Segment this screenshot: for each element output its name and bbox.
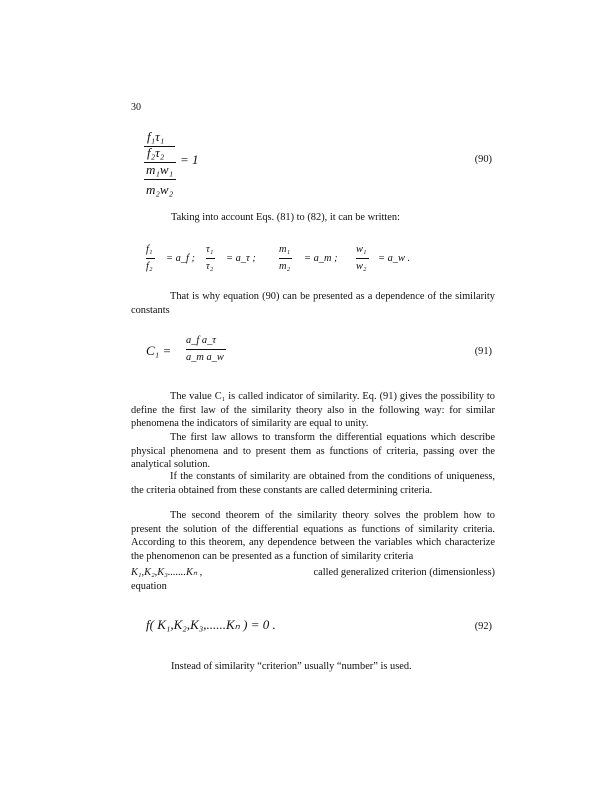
eq91-lhs: C₁ = [146, 343, 172, 358]
paragraph-second-theorem: The second theorem of the similarity theory solves the problem how to present the solution of the differential equations as functions of similarity criteria. According to this theorem, any dependence between the variables which characterize the phenomenon can be presented as a function of similarity criteria [131, 510, 495, 562]
ratio-f-den: f₂ [146, 260, 153, 272]
criteria-k-list: K₁,K₂,K₃.......Kₙ , [131, 567, 203, 578]
ratio-f-num: f₁ [146, 243, 155, 259]
ratio-tau-den: τ₂ [206, 260, 214, 272]
eq90-bar3 [144, 179, 176, 180]
paragraph-value: The value C₁ is called indicator of similarity. Eq. (91) gives the possibility to define the first law of the similarity theory also in the following way: for similar phenomena the indicators of similarity are equal to unity. [131, 391, 495, 430]
paragraph-first-law: The first law allows to transform the differential equations which describe physical phenomena and to present them as functions of criteria, passing over the analytical solution. [131, 432, 495, 471]
ratio-f-rhs: = a_f ; [166, 253, 195, 264]
ratio-tau-num: τ₁ [206, 243, 215, 259]
ratio-m-den: m₂ [279, 260, 291, 272]
ratio-m-rhs: = a_m ; [304, 253, 338, 264]
ratio-m [279, 243, 292, 273]
ratio-tau [206, 243, 215, 273]
eq91-number: (91) [474, 346, 492, 357]
text-taking-into-account: Taking into account Eqs. (81) to (82), it can be written: [171, 212, 400, 223]
eq90-rhs: = 1 [180, 152, 199, 167]
ratio-tau-rhs: = a_τ ; [226, 253, 256, 264]
paragraph-second-theorem-end: equation [131, 581, 167, 592]
eq90-line3: m₁w₁ [146, 162, 174, 177]
paragraph-instead: Instead of similarity “criterion” usually “number” is used. [171, 661, 412, 672]
paragraph-constants: If the constants of similarity are obtained from the conditions of uniqueness, the criteria obtained from these constants are called determining criteria. [131, 471, 495, 496]
ratio-w-num: w₁ [356, 243, 369, 259]
paragraph-second-theorem-line [131, 566, 495, 580]
eq90-number: (90) [474, 154, 492, 165]
generalized-criterion-text: called generalized criterion (dimensionless) [313, 567, 495, 578]
eq92-number: (92) [474, 621, 492, 632]
eq90-line1: f₁τ₁ [147, 129, 165, 144]
eq91-fraction [186, 334, 226, 364]
page-number: 30 [131, 102, 141, 113]
eq91-num: a_f a_τ [186, 334, 226, 350]
ratio-f [146, 243, 155, 273]
ratio-w-rhs: = a_w . [378, 253, 411, 264]
ratio-w [356, 243, 369, 273]
ratio-m-num: m₁ [279, 243, 292, 259]
eq90-line2: f₂τ₂ [147, 145, 165, 160]
paragraph-that-is-why: That is why equation (90) can be presented as a dependence of the similarity constants [131, 291, 495, 316]
eq92-expr: f( K₁,K₂,K₃,......Kₙ ) = 0 . [146, 617, 276, 632]
eq90-line4: m₂w₂ [146, 182, 174, 197]
eq91-den: a_m a_w [186, 351, 224, 363]
ratio-w-den: w₂ [356, 260, 367, 272]
